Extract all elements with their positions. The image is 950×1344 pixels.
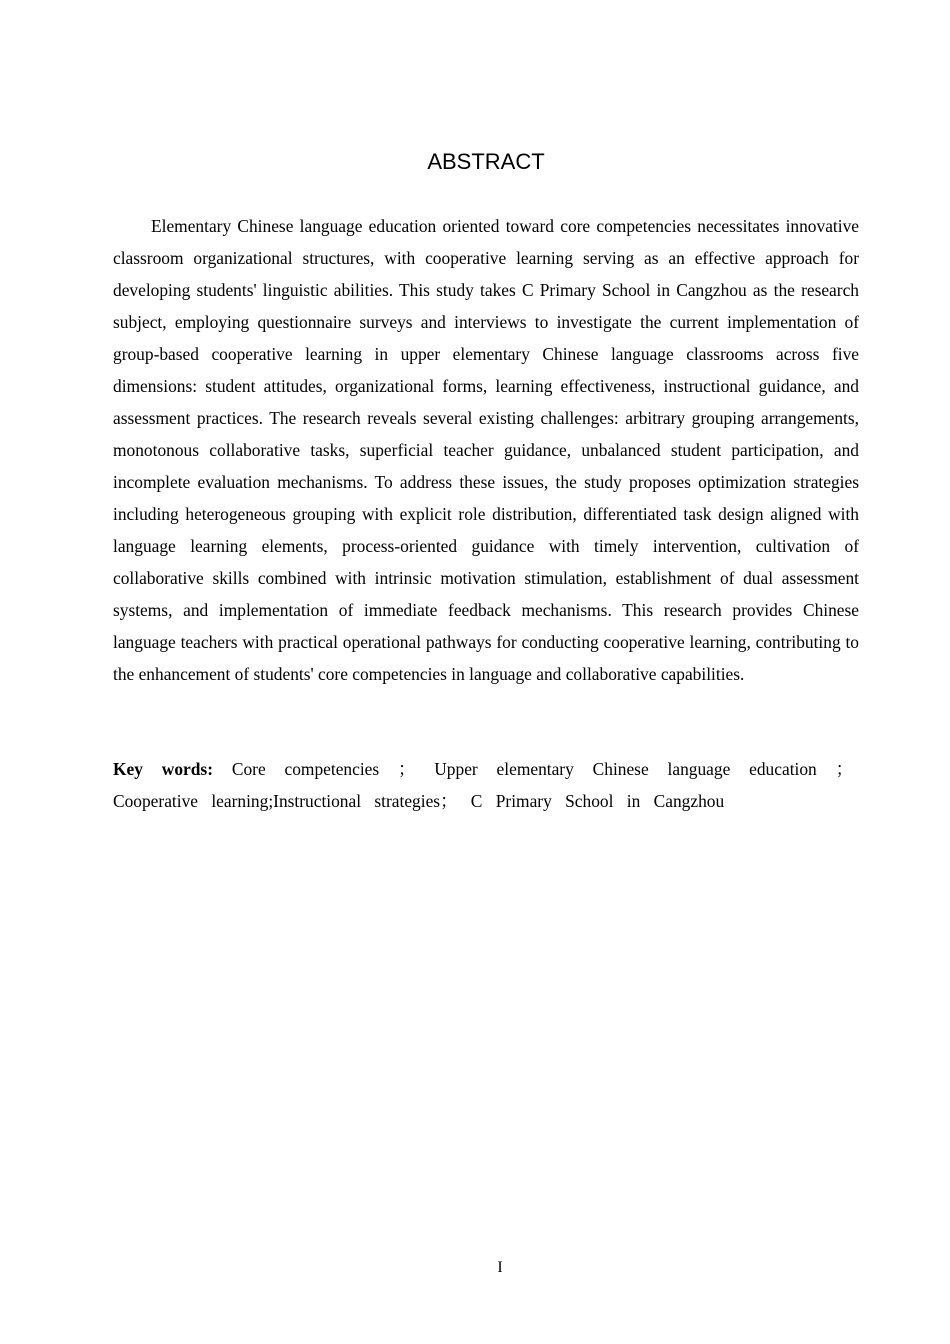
- keywords-label: Key words:: [113, 759, 213, 779]
- page-number: I: [497, 1259, 503, 1276]
- abstract-title: ABSTRACT: [427, 149, 545, 174]
- keywords-paragraph: [113, 753, 853, 817]
- abstract-body: Elementary Chinese language education oriented toward core competencies necessitates innovative classroom organizational structures, with cooperative learning serving as an effective approach for developing students' linguistic abilities. This study takes C Primary School in Cangzhou as the research subject, employing questionnaire surveys and interviews to investigate the current implementation of group-based cooperative learning in upper elementary Chinese language classrooms across five dimensions: student attitudes, organizational forms, learning effectiveness, instructional guidance, and assessment practices. The research reveals several existing challenges: arbitrary grouping arrangements, monotonous collaborative tasks, superficial teacher guidance, unbalanced student participation, and incomplete evaluation mechanisms. To address these issues, the study proposes optimization strategies including heterogeneous grouping with explicit role distribution, differentiated task design aligned with language learning elements, process-oriented guidance with timely intervention, cultivation of collaborative skills combined with intrinsic motivation stimulation, establishment of dual assessment systems, and implementation of immediate feedback mechanisms. This research provides Chinese language teachers with practical operational pathways for conducting cooperative learning, contributing to the enhancement of students' core competencies in language and collaborative capabilities.: [113, 216, 859, 684]
- keywords-text: Core competencies ； Upper elementary Chinese language education ； Cooperative learning;Instructional strategies； C Primary School in Cangzhou: [113, 759, 853, 811]
